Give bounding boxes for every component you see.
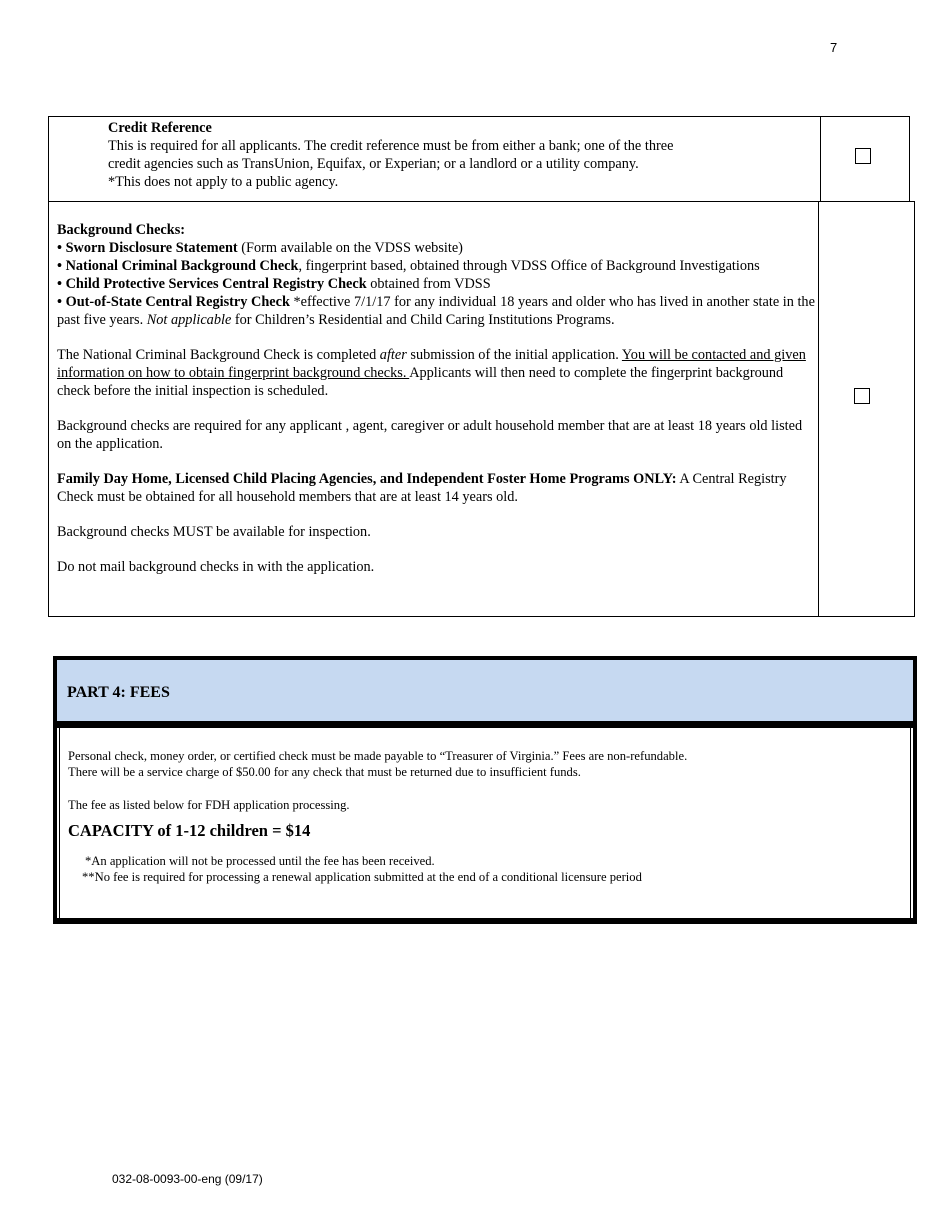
mail-note: Do not mail background checks in with the application. <box>57 559 375 575</box>
background-checks-row <box>48 201 915 617</box>
fees-payment-line: Personal check, money order, or certified check must be made payable to “Treasurer of Virginia.” Fees are non-refundable. <box>68 749 688 763</box>
fees-section-body <box>53 728 917 924</box>
fees-service-charge-line: There will be a service charge of $50.00 for any check that must be returned due to insufficient funds. <box>68 765 581 779</box>
fees-note: **No fee is required for processing a renewal application submitted at the end of a conditional licensure period <box>82 870 642 884</box>
program-specific-paragraph: Family Day Home, Licensed Child Placing Agencies, and Independent Foster Home Programs ONLY: A Central Registry Check must be obtained for all household members that are at least 14 years old. <box>57 471 787 505</box>
credit-reference-row <box>48 116 910 202</box>
background-checks-text <box>49 202 818 616</box>
background-check-item: • Out-of-State Central Registry Check *effective 7/1/17 for any individual 18 years and older who has lived in another state in the past five years. Not applicable for Children’s Residential and Child Caring Institutions Programs. <box>57 294 815 328</box>
credit-reference-check-cell <box>820 117 911 201</box>
credit-reference-checkbox[interactable] <box>855 148 871 164</box>
fingerprint-paragraph: The National Criminal Background Check is completed after submission of the initial application. You will be contacted and given information on how to obtain fingerprint background checks. Applicants will then need to complete the fingerprint background check before the initial inspection is scheduled. <box>57 347 806 399</box>
background-checks-checkbox[interactable] <box>854 388 870 404</box>
credit-reference-title: Credit Reference <box>108 120 212 136</box>
fees-fdh-line: The fee as listed below for FDH application processing. <box>68 798 350 812</box>
credit-reference-line: *This does not apply to a public agency. <box>108 174 339 190</box>
form-number: 032-08-0093-00-eng (09/17) <box>112 1172 263 1186</box>
background-checks-check-cell <box>818 202 916 616</box>
background-check-item: • National Criminal Background Check, fingerprint based, obtained through VDSS Office of Background Investigations <box>57 258 760 274</box>
background-checks-title: Background Checks: <box>57 222 186 238</box>
credit-reference-text <box>49 117 820 201</box>
fees-capacity: CAPACITY of 1-12 children = $14 <box>68 821 311 840</box>
page-number: 7 <box>830 40 838 55</box>
background-check-item: • Child Protective Services Central Registry Check obtained from VDSS <box>57 276 491 292</box>
inspection-note: Background checks MUST be available for inspection. <box>57 524 371 540</box>
credit-reference-line: credit agencies such as TransUnion, Equifax, or Experian; or a landlord or a utility company. <box>108 156 639 172</box>
fees-note: *An application will not be processed until the fee has been received. <box>85 854 435 868</box>
fees-section-header <box>53 656 917 728</box>
fees-section-title: PART 4: FEES <box>67 684 170 701</box>
age-requirement-paragraph: Background checks are required for any applicant , agent, caregiver or adult household member that are at least 18 years old listed on the application. <box>57 418 803 452</box>
credit-reference-line: This is required for all applicants. The credit reference must be from either a bank; one of the three <box>108 138 674 154</box>
background-check-item: • Sworn Disclosure Statement (Form available on the VDSS website) <box>57 240 463 256</box>
